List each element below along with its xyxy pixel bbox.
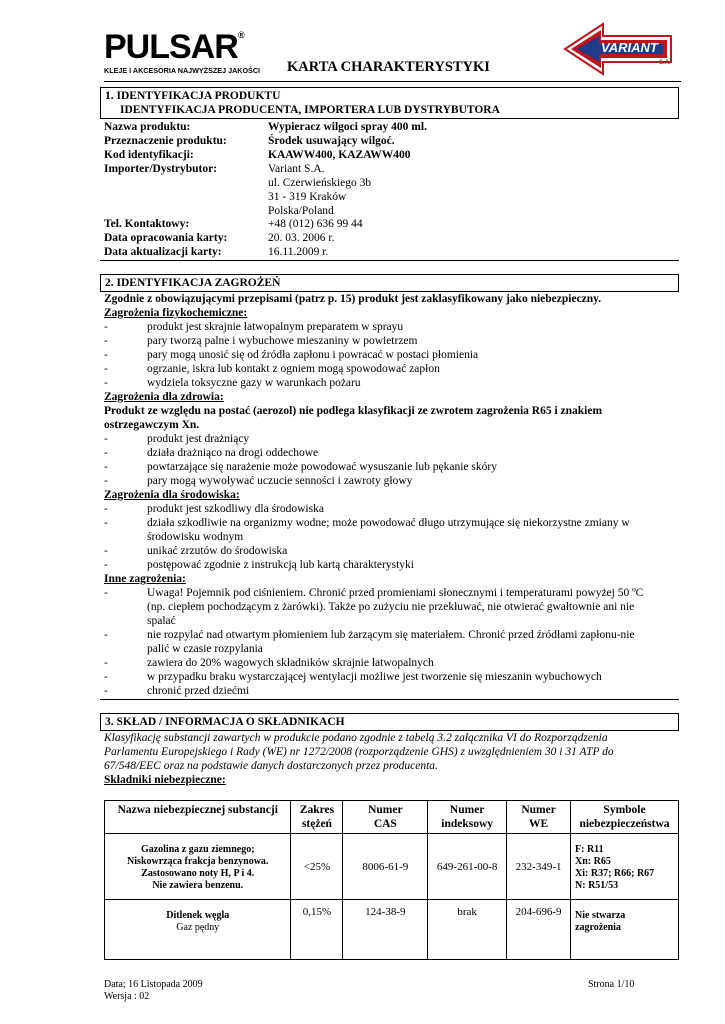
col-header-name: Nazwa niebezpiecznej substancji — [105, 801, 291, 834]
section1-title: 1. IDENTYFIKACJA PRODUKTU — [105, 90, 281, 102]
list-item: - działa drażniąco na drogi oddechowe — [104, 447, 319, 459]
list-item: - produkt jest skrajnie łatwopalnym preparatem w sprayu — [104, 321, 404, 333]
footer-version: Wersja : 02 — [104, 991, 150, 1002]
header-divider — [104, 81, 681, 82]
document-title: KARTA CHARAKTERYSTYKI — [287, 59, 490, 75]
list-item: - w przypadku braku wystarczającej wentylacji możliwe jest tworzenie się mieszanin wybuchowych — [104, 671, 602, 683]
substance-range: <25% — [291, 834, 343, 900]
list-item: - unikać zrzutów do środowiska — [104, 545, 288, 557]
kv-value: 16.11.2009 r. — [268, 246, 329, 258]
kv-value: +48 (012) 636 99 44 — [268, 218, 363, 230]
variant-wordmark: VARIANT — [601, 40, 658, 55]
kv-value: Środek usuwający wilgoć. — [268, 135, 395, 147]
classification-note: Klasyfikację substancji zawartych w produkcie podano zgodnie z tabelą 3.2 załącznika VI do Rozporządzenia — [104, 732, 608, 744]
footer-date: Data; 16 Listopada 2009 — [104, 979, 203, 990]
substance-range: 0,15% — [291, 900, 343, 960]
logo-wordmark: PULSAR — [104, 28, 238, 66]
list-item: - postępować zgodnie z instrukcją lub kartą charakterystyki — [104, 559, 414, 571]
section-divider — [100, 699, 679, 700]
list-item: - pary mogą unosić się od źródła zapłonu i powracać w postaci płomienia — [104, 349, 479, 361]
list-item: - ogrzanie, iskra lub kontakt z ogniem mogą spowodować zapłon — [104, 363, 440, 375]
substance-cas: 8006-61-9 — [343, 834, 428, 900]
kv-row — [104, 148, 674, 162]
address-line: 31 - 319 Kraków — [268, 191, 347, 203]
kv-row — [104, 217, 674, 231]
kv-label: Nazwa produktu: — [104, 121, 191, 133]
classification-note: Parlamentu Europejskiego i Rady (WE) nr 1272/2008 (rozporządzenie GHS) z uwzględnieniem 30 i 31 ATP do — [104, 746, 614, 758]
health-note: ostrzegawczym Xn. — [104, 419, 200, 431]
substance-index: 649-261-00-8 — [428, 834, 507, 900]
substance-we: 204-696-9 — [507, 900, 571, 960]
substance-we: 232-349-1 — [507, 834, 571, 900]
list-item: - zawiera do 20% wagowych składników skrajnie łatwopalnych — [104, 657, 434, 669]
kv-value: Variant S.A. — [268, 163, 325, 175]
components-table — [104, 800, 679, 960]
variant-suffix: S.A. — [659, 60, 671, 66]
health-title: Zagrożenia dla zdrowia: — [104, 391, 224, 403]
section1-subtitle: IDENTYFIKACJA PRODUCENTA, IMPORTERA LUB DYSTRYBUTORA — [120, 104, 500, 116]
list-item-cont: palić w czasie rozpylania — [147, 643, 263, 655]
kv-row — [104, 120, 674, 134]
list-item-cont: (np. ciepłem pochodzącym z żarówki). Także po zużyciu nie przekłuwać, nie otwierać gwałtownie ani nie — [147, 601, 635, 613]
section-divider — [100, 260, 679, 261]
kv-row — [104, 162, 674, 176]
list-item: - produkt jest szkodliwy dla środowiska — [104, 503, 324, 515]
registered-mark: ® — [238, 30, 245, 40]
list-item: - powtarzające się narażenie może powodować wysuszanie lub pękanie skóry — [104, 461, 497, 473]
kv-label: Importer/Dystrybutor: — [104, 163, 218, 175]
table-row — [105, 900, 679, 960]
kv-value: Wypieracz wilgoci spray 400 ml. — [268, 121, 427, 133]
kv-label: Przeznaczenie produktu: — [104, 135, 227, 147]
kv-label: Data aktualizacji karty: — [104, 246, 222, 258]
logo-tagline: KLEJE I AKCESORIA NAJWYŻSZEJ JAKOŚCI — [104, 66, 261, 75]
kv-value: KAAWW400, KAZAWW400 — [268, 149, 411, 161]
address-line: Polska/Poland — [268, 205, 334, 217]
section3-heading — [100, 713, 679, 731]
col-header-index: Numer indeksowy — [428, 801, 507, 834]
variant-logo — [563, 22, 675, 76]
col-header-range: Zakres stężeń — [291, 801, 343, 834]
col-header-we: Numer WE — [507, 801, 571, 834]
substance-symbols: Nie stwarza zagrożenia — [571, 900, 679, 960]
health-note: Produkt ze względu na postać (aerozol) nie podlega klasyfikacji ze zwrotem zagrożenia R65 i znakiem — [104, 405, 603, 417]
list-item: - pary tworzą palne i wybuchowe mieszaniny w powietrzem — [104, 335, 418, 347]
table-header-row — [105, 801, 679, 834]
section2-heading — [100, 274, 679, 292]
other-title: Inne zagrożenia: — [104, 573, 186, 585]
list-item: - nie rozpylać nad otwartym płomieniem lub żarzącym się materiałem. Chronić przed źródłami zapłonu-nie — [104, 629, 635, 641]
components-title: Składniki niebezpieczne: — [104, 774, 226, 786]
substance-symbols: F: R11 Xn: R65 Xi: R37; R66; R67 N: R51/53 — [571, 834, 679, 900]
list-item-cont: środowisku wodnym — [147, 531, 244, 543]
footer-page-number: Strona 1/10 — [588, 979, 635, 990]
list-item: - wydziela toksyczne gazy w warunkach pożaru — [104, 377, 361, 389]
section2-intro: Zgodnie z obowiązującymi przepisami (patrz p. 15) produkt jest zaklasyfikowany jako niebezpieczny. — [104, 293, 602, 305]
section3-title: 3. SKŁAD / INFORMACJA O SKŁADNIKACH — [105, 716, 345, 728]
section2-title: 2. IDENTYFIKACJA ZAGROŻEŃ — [105, 277, 281, 289]
address-line: ul. Czerwieńskiego 3b — [268, 177, 372, 189]
env-title: Zagrożenia dla środowiska: — [104, 489, 240, 501]
section1-heading — [100, 87, 679, 119]
kv-label: Tel. Kontaktowy: — [104, 218, 190, 230]
physchem-title: Zagrożenia fizykochemiczne: — [104, 307, 248, 319]
list-item-cont: spalać — [147, 615, 176, 627]
list-item: - działa szkodliwie na organizmy wodne; może powodować długo utrzymujące się niekorzystne zmiany w — [104, 517, 630, 529]
kv-value: 20. 03. 2006 r. — [268, 232, 335, 244]
list-item: - produkt jest drażniący — [104, 433, 250, 445]
substance-index: brak — [428, 900, 507, 960]
substance-cas: 124-38-9 — [343, 900, 428, 960]
list-item: - pary mogą wywoływać uczucie senności i zawroty głowy — [104, 475, 413, 487]
kv-row — [104, 245, 674, 259]
kv-label: Data opracowania karty: — [104, 232, 228, 244]
pulsar-logo — [104, 28, 261, 78]
substance-name: Ditlenek węgla Gaz pędny — [105, 900, 291, 960]
col-header-symbols: Symbole niebezpieczeństwa — [571, 801, 679, 834]
kv-label: Kod identyfikacji: — [104, 149, 194, 161]
kv-row — [104, 134, 674, 148]
list-item: - chronić przed dziećmi — [104, 685, 250, 697]
table-row — [105, 834, 679, 900]
substance-name: Gazolina z gazu ziemnego; Niskowrząca frakcja benzynowa. Zastosowano noty H, P i 4. Nie zawiera benzenu. — [105, 834, 291, 900]
col-header-cas: Numer CAS — [343, 801, 428, 834]
classification-note: 67/548/EEC oraz na podstawie danych dostarczonych przez producenta. — [104, 760, 438, 772]
kv-row — [104, 231, 674, 245]
list-item: - Uwaga! Pojemnik pod ciśnieniem. Chronić przed promieniami słonecznymi i temperaturami powyżej 50 ºC — [104, 587, 644, 599]
